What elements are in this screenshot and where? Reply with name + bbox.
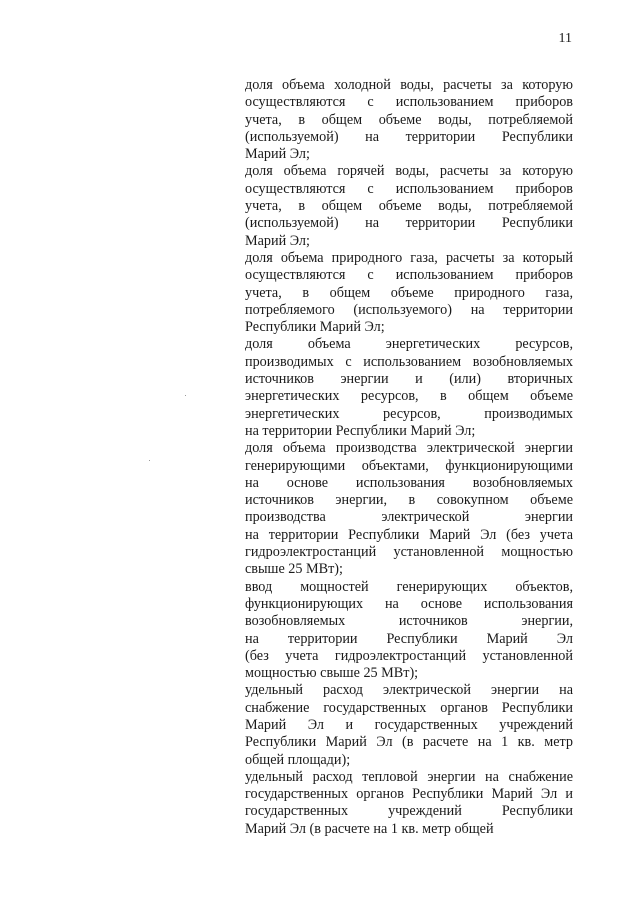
document-body: [245, 77, 573, 838]
text-line: энергетических ресурсов, в общем объеме: [245, 388, 573, 405]
text-line: производства электрической энергии: [245, 509, 573, 526]
text-line: возобновляемых источников энергии,: [245, 613, 573, 630]
text-line: (используемой) на территории Республики: [245, 128, 573, 145]
text-line: осуществляются с использованием приборов: [245, 180, 573, 197]
indicator-paragraph: [245, 769, 573, 838]
text-line: удельный расход тепловой энергии на снабжение: [245, 768, 573, 785]
text-line: гидроэлектростанций установленной мощностью: [245, 544, 573, 561]
indicator-paragraph: [245, 77, 573, 163]
indicator-paragraph: [245, 336, 573, 440]
text-line: доля объема производства электрической энергии: [245, 440, 573, 457]
text-line: потребляемого (используемого) на территории: [245, 301, 573, 318]
text-line: учета, в общем объеме природного газа,: [245, 284, 573, 301]
scan-speck: [185, 395, 186, 396]
text-line: мощностью свыше 25 МВт);: [245, 665, 419, 682]
text-line: снабжение государственных органов Республики: [245, 699, 573, 716]
text-line: Республики Марий Эл;: [245, 319, 385, 336]
text-line: Марий Эл;: [245, 232, 310, 249]
indicator-paragraph: [245, 250, 573, 336]
text-line: на территории Республики Марий Эл: [245, 630, 573, 647]
text-line: Марий Эл и государственных учреждений: [245, 716, 573, 733]
text-line: доля объема природного газа, расчеты за который: [245, 249, 573, 266]
text-line: производимых с использованием возобновляемых: [245, 353, 573, 370]
text-line: на основе использования возобновляемых: [245, 474, 573, 491]
indicator-paragraph: [245, 682, 573, 768]
text-line: осуществляются с использованием приборов: [245, 267, 573, 284]
text-line: доля объема энергетических ресурсов,: [245, 336, 573, 353]
page-number: 11: [558, 31, 572, 46]
text-line: функционирующих на основе использования: [245, 595, 573, 612]
text-line: ввод мощностей генерирующих объектов,: [245, 578, 573, 595]
text-line: на территории Республики Марий Эл;: [245, 422, 476, 439]
text-line: учета, в общем объеме воды, потребляемой: [245, 198, 573, 215]
text-line: на территории Республики Марий Эл (без учета: [245, 526, 573, 543]
scan-speck: [149, 460, 150, 461]
text-line: общей площади);: [245, 751, 351, 768]
text-line: энергетических ресурсов, производимых: [245, 405, 573, 422]
text-line: генерирующими объектами, функционирующими: [245, 457, 573, 474]
text-line: государственных органов Республики Марий Эл и: [245, 786, 573, 803]
text-line: (без учета гидроэлектростанций установленной: [245, 647, 573, 664]
text-line: государственных учреждений Республики: [245, 803, 573, 820]
text-line: Марий Эл;: [245, 146, 310, 163]
text-line: доля объема холодной воды, расчеты за которую: [245, 77, 573, 93]
text-line: учета, в общем объеме воды, потребляемой: [245, 111, 573, 128]
text-line: источников энергии, в совокупном объеме: [245, 492, 573, 509]
text-line: осуществляются с использованием приборов: [245, 94, 573, 111]
text-line: удельный расход электрической энергии на: [245, 682, 573, 699]
text-line: (используемой) на территории Республики: [245, 215, 573, 232]
indicator-paragraph: [245, 440, 573, 578]
indicator-paragraph: [245, 579, 573, 683]
text-line: источников энергии и (или) вторичных: [245, 371, 573, 388]
indicator-paragraph: [245, 163, 573, 249]
text-line: Республики Марий Эл (в расчете на 1 кв. метр: [245, 734, 573, 751]
text-line: доля объема горячей воды, расчеты за которую: [245, 163, 573, 180]
text-line: свыше 25 МВт);: [245, 561, 343, 578]
text-line: Марий Эл (в расчете на 1 кв. метр общей: [245, 820, 494, 837]
